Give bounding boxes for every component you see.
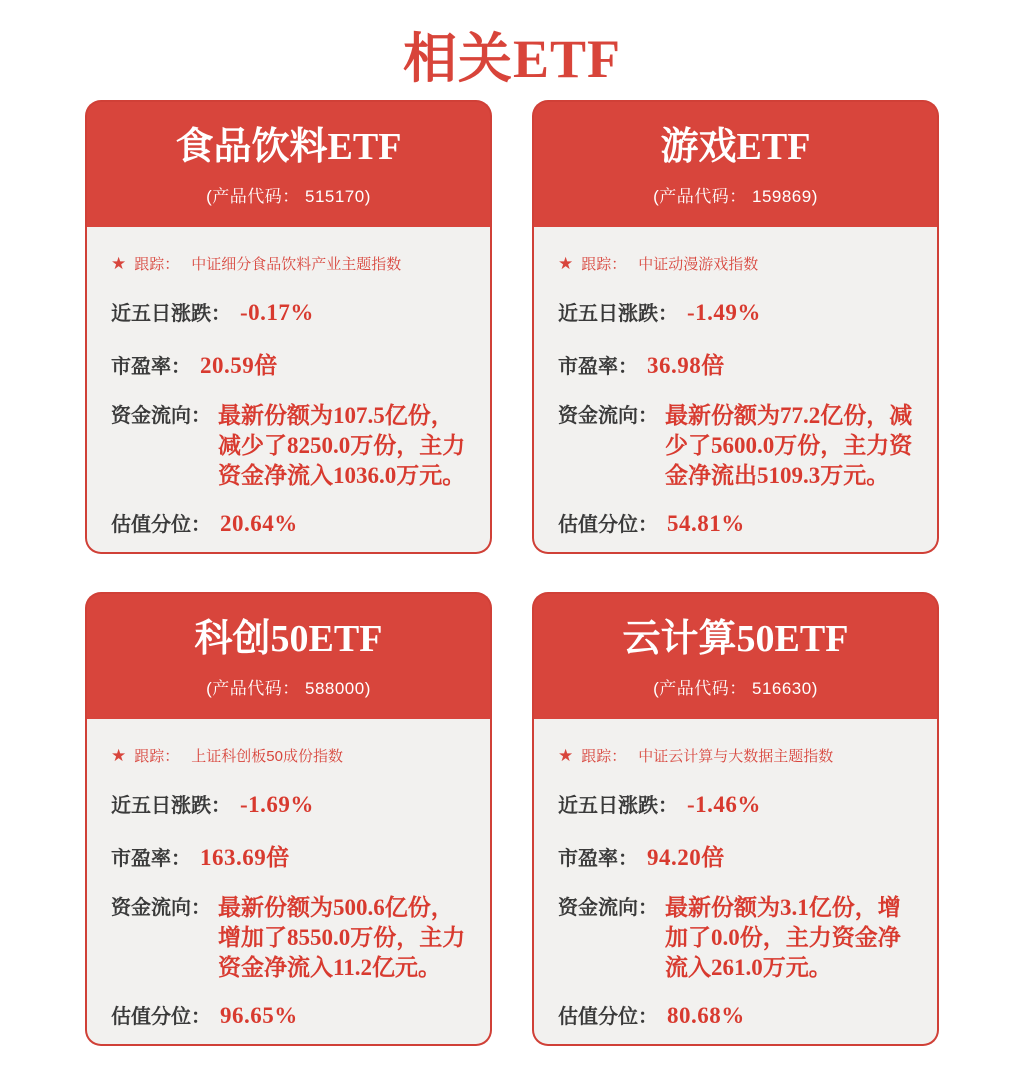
track-line	[111, 745, 472, 766]
etf-name: 科创50ETF	[194, 618, 383, 660]
five-day-change-row	[558, 789, 919, 818]
etf-product-code: (产品代码： 515170)	[206, 186, 371, 206]
five-day-change-label: 近五日涨跌：	[111, 795, 231, 817]
valuation-label: 估值分位：	[558, 513, 658, 536]
card-header	[85, 592, 492, 719]
track-index-name: 中证动漫游戏指数	[638, 256, 759, 273]
fund-flow-label: 资金流向：	[111, 897, 211, 919]
star-icon: ★	[558, 746, 574, 765]
valuation-value: 20.64%	[220, 510, 298, 536]
valuation-row	[111, 1000, 472, 1029]
five-day-change-label: 近五日涨跌：	[558, 303, 678, 325]
five-day-change-value: -1.46%	[687, 792, 761, 817]
valuation-value: 96.65%	[220, 1002, 298, 1028]
card-body	[85, 227, 492, 554]
etf-name: 食品饮料ETF	[175, 126, 402, 168]
five-day-change-row	[111, 789, 472, 818]
valuation-label: 估值分位：	[111, 513, 211, 536]
track-label: 跟踪：	[581, 748, 627, 765]
track-line	[558, 253, 919, 274]
card-body	[85, 719, 492, 1046]
fund-flow-value: 最新份额为3.1亿份，增加了0.0份，主力资金净流入261.0万元。	[665, 895, 901, 980]
pe-ratio-label: 市盈率：	[558, 356, 638, 378]
star-icon: ★	[111, 746, 127, 765]
pe-ratio-row	[558, 347, 919, 380]
fund-flow-value: 最新份额为107.5亿份，减少了8250.0万份，主力资金净流入1036.0万元。	[218, 403, 466, 488]
pe-ratio-row	[111, 839, 472, 872]
pe-ratio-value: 94.20倍	[647, 845, 725, 870]
etf-product-code: (产品代码： 159869)	[653, 186, 818, 206]
pe-ratio-label: 市盈率：	[558, 848, 638, 870]
pe-ratio-label: 市盈率：	[111, 848, 191, 870]
fund-flow-row	[558, 401, 919, 491]
five-day-change-label: 近五日涨跌：	[558, 795, 678, 817]
track-index-name: 中证细分食品饮料产业主题指数	[191, 256, 402, 273]
track-line	[558, 745, 919, 766]
valuation-row	[558, 1000, 919, 1029]
card-header	[532, 592, 939, 719]
card-header	[85, 100, 492, 227]
valuation-label: 估值分位：	[558, 1005, 658, 1028]
five-day-change-value: -1.69%	[240, 792, 314, 817]
fund-flow-value: 最新份额为77.2亿份，减少了5600.0万份，主力资金净流出5109.3万元。	[665, 403, 913, 488]
pe-ratio-value: 36.98倍	[647, 353, 725, 378]
five-day-change-label: 近五日涨跌：	[111, 303, 231, 325]
etf-product-code: (产品代码： 588000)	[206, 678, 371, 698]
etf-card-cloud-computing	[532, 592, 939, 1046]
five-day-change-row	[111, 297, 472, 326]
etf-card-game	[532, 100, 939, 554]
card-body	[532, 227, 939, 554]
fund-flow-value: 最新份额为500.6亿份，增加了8550.0万份，主力资金净流入11.2亿元。	[218, 895, 466, 980]
fund-flow-row	[111, 401, 472, 491]
fund-flow-label: 资金流向：	[558, 405, 658, 427]
etf-name: 云计算50ETF	[622, 618, 849, 660]
five-day-change-row	[558, 297, 919, 326]
track-label: 跟踪：	[134, 748, 180, 765]
track-index-name: 中证云计算与大数据主题指数	[638, 748, 834, 765]
pe-ratio-value: 20.59倍	[200, 353, 278, 378]
etf-card-star50	[85, 592, 492, 1046]
five-day-change-value: -0.17%	[240, 300, 314, 325]
star-icon: ★	[558, 254, 574, 273]
pe-ratio-value: 163.69倍	[200, 845, 290, 870]
track-label: 跟踪：	[134, 256, 180, 273]
valuation-value: 80.68%	[667, 1002, 745, 1028]
pe-ratio-label: 市盈率：	[111, 356, 191, 378]
fund-flow-row	[111, 893, 472, 983]
valuation-value: 54.81%	[667, 510, 745, 536]
valuation-row	[111, 508, 472, 537]
fund-flow-row	[558, 893, 919, 983]
five-day-change-value: -1.49%	[687, 300, 761, 325]
etf-card-grid	[0, 100, 1024, 1046]
pe-ratio-row	[111, 347, 472, 380]
valuation-label: 估值分位：	[111, 1005, 211, 1028]
valuation-row	[558, 508, 919, 537]
pe-ratio-row	[558, 839, 919, 872]
fund-flow-label: 资金流向：	[558, 897, 658, 919]
page-title: 相关ETF	[402, 29, 622, 89]
card-header	[532, 100, 939, 227]
etf-card-food-beverage	[85, 100, 492, 554]
track-line	[111, 253, 472, 274]
etf-name: 游戏ETF	[660, 126, 811, 168]
star-icon: ★	[111, 254, 127, 273]
track-index-name: 上证科创板50成份指数	[191, 748, 343, 765]
card-body	[532, 719, 939, 1046]
etf-product-code: (产品代码： 516630)	[653, 678, 818, 698]
track-label: 跟踪：	[581, 256, 627, 273]
fund-flow-label: 资金流向：	[111, 405, 211, 427]
